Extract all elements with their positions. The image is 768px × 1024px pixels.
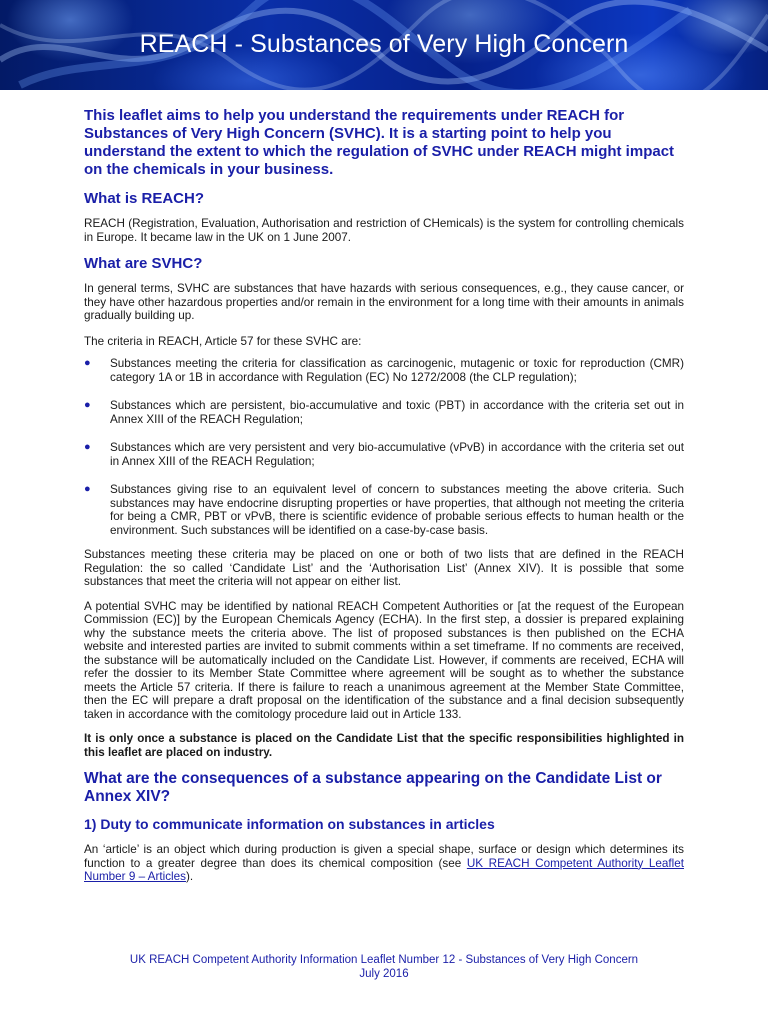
bullet-icon: ● bbox=[84, 441, 91, 453]
heading-consequences: What are the consequences of a substance appearing on the Candidate List or Annex XIV? bbox=[84, 770, 662, 805]
identification-process-text: A potential SVHC may be identified by national REACH Competent Authorities or [at the request of the European Commission (EC)] by the European Chemicals Agency (ECHA). In the first step, a dossier is prepared explaining why the substance meets the criteria above. The list of proposed substances is then published on the ECHA website and interested parties are invited to submit comments within a set timeframe. If no comments are received, the substance will be automatically included on the Candidate List. However, if comments are received, ECHA will refer the dossier to its Member State Committee where agreement will be sought as to whether the substance meets the Article 57 criteria. If there is failure to reach a unanimous agreement at the Member State Committee, then the EC will prepare a draft proposal on the identification of the substance and a final decision subsequently taken in accordance with the comitology procedure laid out in Article 133. bbox=[84, 599, 684, 721]
header-banner bbox=[0, 0, 768, 90]
heading-what-is-reach: What is REACH? bbox=[84, 190, 204, 207]
article-definition-text: An ‘article’ is an object which during production is given a special shape, surface or design which determines its function to a greater degree than does its chemical composition (see UK REACH Competent Authority Leaflet Number 9 – Articles). bbox=[84, 843, 684, 883]
page-title: REACH - Substances of Very High Concern bbox=[139, 30, 629, 58]
svhc-criteria-list bbox=[84, 357, 684, 537]
page-footer bbox=[0, 953, 768, 981]
svhc-criteria-intro: The criteria in REACH, Article 57 for these SVHC are: bbox=[84, 334, 362, 348]
subheading-duty-to-communicate: 1) Duty to communicate information on substances in articles bbox=[84, 816, 495, 832]
list-item: ● Substances which are very persistent and very bio-accumulative (vPvB) in accordance with the criteria set out in Annex XIII of the REACH Regulation; bbox=[84, 441, 684, 468]
list-item: ● Substances meeting the criteria for classification as carcinogenic, mutagenic or toxic for reproduction (CMR) category 1A or 1B in accordance with Regulation (EC) No 1272/2008 (the CLP regulation); bbox=[84, 357, 684, 384]
leaflet-body bbox=[84, 107, 684, 884]
list-item: ● Substances giving rise to an equivalent level of concern to substances meeting the above criteria. Such substances may have endocrine disrupting properties or have properties, that although not meeting the criteria for being a CMR, PBT or vPvB, there is scientific evidence of probable serious effects to human health or the environment. Such substances will be identified on a case-by-case basis. bbox=[84, 483, 684, 537]
intro-paragraph: This leaflet aims to help you understand the requirements under REACH for Substances of Very High Concern (SVHC). It is a starting point to help you understand the extent to which the regulation of SVHC under REACH might impact on the chemicals in your business. bbox=[84, 107, 675, 178]
responsibilities-note: It is only once a substance is placed on the Candidate List that the specific responsibilities highlighted in this leaflet are placed on industry. bbox=[84, 732, 684, 759]
what-is-reach-text: REACH (Registration, Evaluation, Authorisation and restriction of CHemicals) is the system for controlling chemicals in Europe. It became law in the UK on 1 June 2007. bbox=[84, 217, 684, 244]
bullet-icon: ● bbox=[84, 483, 91, 495]
list-item: ● Substances which are persistent, bio-accumulative and toxic (PBT) in accordance with the criteria set out in Annex XIII of the REACH Regulation; bbox=[84, 399, 684, 426]
footer-leaflet-title: UK REACH Competent Authority Information Leaflet Number 12 - Substances of Very High Concern bbox=[129, 954, 639, 966]
footer-date: July 2016 bbox=[359, 968, 409, 980]
bullet-icon: ● bbox=[84, 357, 91, 369]
svhc-definition-text: In general terms, SVHC are substances that have hazards with serious consequences, e.g., they cause cancer, or they have other hazardous properties and/or remain in the environment for a long time with their amounts in animals gradually building up. bbox=[84, 282, 684, 322]
leaflet-9-articles-link[interactable]: UK REACH Competent Authority Leaflet Number 9 – Articles bbox=[84, 856, 684, 883]
candidate-list-text: Substances meeting these criteria may be placed on one or both of two lists that are defined in the REACH Regulation: the so called ‘Candidate List’ and the ‘Authorisation List’ (Annex XIV). It is possible that some substances that meet the criteria will not appear on either list. bbox=[84, 548, 684, 588]
heading-what-are-svhc: What are SVHC? bbox=[84, 255, 203, 272]
bullet-icon: ● bbox=[84, 399, 91, 411]
